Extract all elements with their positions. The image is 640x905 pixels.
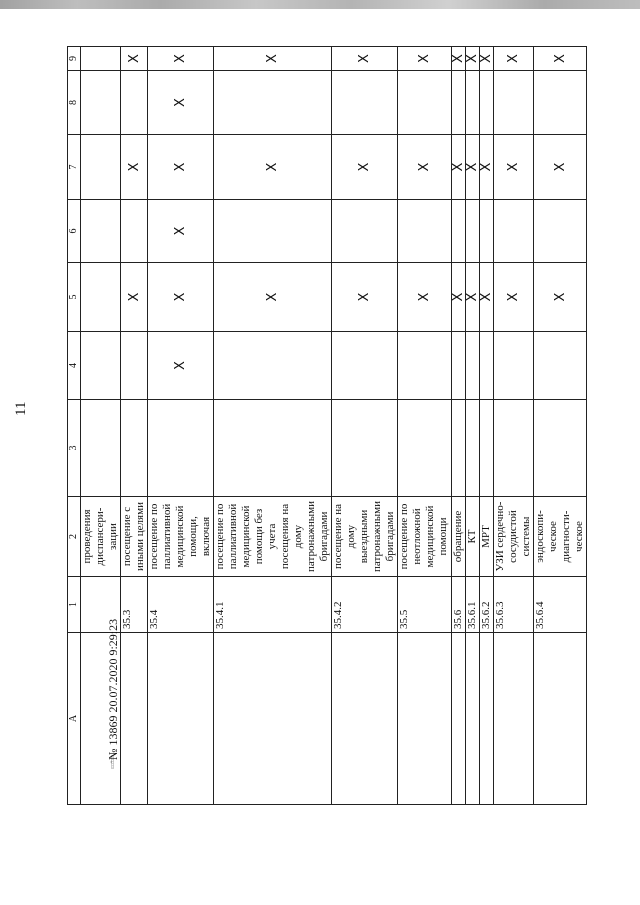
row-code: 35.6.4 — [534, 577, 587, 633]
table-row — [398, 47, 452, 805]
column-header: 3 — [68, 400, 81, 497]
row-name: обращение — [452, 497, 466, 577]
cell-col-7: X — [121, 135, 148, 200]
cell-col-8 — [81, 71, 121, 135]
row-code: 35.5 — [398, 577, 452, 633]
cell-col-3 — [480, 400, 494, 497]
cell-col-8 — [121, 71, 148, 135]
table-row — [494, 47, 534, 805]
cell-col-9: X — [494, 47, 534, 71]
cell-col-8 — [534, 71, 587, 135]
cell-col-6 — [81, 200, 121, 263]
rotated-table-wrapper — [67, 47, 585, 805]
table-cell — [534, 633, 587, 805]
cell-col-6 — [398, 200, 452, 263]
row-name: проведения диспансери-зации — [81, 497, 121, 577]
cell-col-9: X — [332, 47, 398, 71]
cell-col-6 — [466, 200, 480, 263]
cell-col-4 — [466, 332, 480, 400]
row-name: посещение по паллиативной медицинской помощи, включая — [148, 497, 214, 577]
cell-col-6 — [480, 200, 494, 263]
cell-col-9: X — [534, 47, 587, 71]
scan-edge — [0, 0, 640, 9]
cell-col-6 — [121, 200, 148, 263]
table-cell — [494, 633, 534, 805]
cell-col-6: X — [148, 200, 214, 263]
row-name: посещение по паллиативной медицинской помощи без учета посещения на дому патронажными бригадами — [214, 497, 332, 577]
table-cell — [214, 633, 332, 805]
cell-col-9: X — [466, 47, 480, 71]
cell-col-4 — [534, 332, 587, 400]
cell-col-8 — [214, 71, 332, 135]
cell-col-4 — [332, 332, 398, 400]
cell-col-8 — [494, 71, 534, 135]
cell-col-6 — [534, 200, 587, 263]
table-cell — [466, 633, 480, 805]
cell-col-7: X — [534, 135, 587, 200]
row-code: 35.4.2 — [332, 577, 398, 633]
cell-col-9: X — [148, 47, 214, 71]
cell-col-8 — [398, 71, 452, 135]
row-code: 35.6.3 — [494, 577, 534, 633]
cell-col-8 — [332, 71, 398, 135]
cell-col-7: X — [480, 135, 494, 200]
cell-col-7: X — [214, 135, 332, 200]
table-row — [214, 47, 332, 805]
cell-col-9: X — [480, 47, 494, 71]
table-cell — [480, 633, 494, 805]
cell-col-6 — [214, 200, 332, 263]
cell-col-5: X — [480, 263, 494, 332]
cell-col-7: X — [148, 135, 214, 200]
cell-col-5: X — [332, 263, 398, 332]
cell-col-5: X — [148, 263, 214, 332]
cell-col-9: X — [214, 47, 332, 71]
cell-col-9 — [81, 47, 121, 71]
row-code: 35.6.2 — [480, 577, 494, 633]
row-code: 35.4 — [148, 577, 214, 633]
column-header: 1 — [68, 577, 81, 633]
cell-col-3 — [121, 400, 148, 497]
cell-col-5: X — [494, 263, 534, 332]
table-cell — [121, 633, 148, 805]
cell-col-4: X — [148, 332, 214, 400]
row-code: 35.6.1 — [466, 577, 480, 633]
column-header: А — [68, 633, 81, 805]
table-cell — [332, 633, 398, 805]
cell-col-4 — [480, 332, 494, 400]
cell-col-5 — [81, 263, 121, 332]
cell-col-3 — [452, 400, 466, 497]
cell-col-5: X — [466, 263, 480, 332]
cell-col-6 — [332, 200, 398, 263]
cell-col-4 — [398, 332, 452, 400]
row-code: 35.3 — [121, 577, 148, 633]
cell-col-8 — [466, 71, 480, 135]
row-name: КТ — [466, 497, 480, 577]
row-name: посещение по неотложной медицинской помощи — [398, 497, 452, 577]
cell-col-7: X — [452, 135, 466, 200]
cell-col-4 — [214, 332, 332, 400]
table-cell — [398, 633, 452, 805]
cell-col-3 — [332, 400, 398, 497]
cell-col-8 — [452, 71, 466, 135]
cell-col-3 — [148, 400, 214, 497]
cell-col-7: X — [466, 135, 480, 200]
footer-registration-text: № 13869 20.07.2020 9:29:23 — [106, 618, 120, 760]
cell-col-4 — [81, 332, 121, 400]
table-row — [148, 47, 214, 805]
row-name: МРТ — [480, 497, 494, 577]
cell-col-3 — [494, 400, 534, 497]
cell-col-5: X — [121, 263, 148, 332]
row-name: посещение на дому выездными патронажными бригадами — [332, 497, 398, 577]
cell-col-6 — [494, 200, 534, 263]
column-header: 7 — [68, 135, 81, 200]
table-row — [534, 47, 587, 805]
table-row — [452, 47, 466, 805]
data-table — [67, 46, 587, 805]
cell-col-5: X — [214, 263, 332, 332]
cell-col-3 — [398, 400, 452, 497]
cell-col-8 — [480, 71, 494, 135]
cell-col-7: X — [332, 135, 398, 200]
page-number: 11 — [13, 401, 29, 416]
cell-col-7 — [81, 135, 121, 200]
cell-col-4 — [494, 332, 534, 400]
cell-col-8: X — [148, 71, 214, 135]
cell-col-6 — [452, 200, 466, 263]
row-name: УЗИ сердечно-сосудистой системы — [494, 497, 534, 577]
row-name: посещение с иными целями — [121, 497, 148, 577]
table-row — [480, 47, 494, 805]
cell-col-3 — [466, 400, 480, 497]
column-header: 4 — [68, 332, 81, 400]
cell-col-7: X — [494, 135, 534, 200]
row-name: эндоскопи-ческое диагности-ческое — [534, 497, 587, 577]
table-header-row — [68, 47, 81, 805]
table-row — [332, 47, 398, 805]
table-row — [121, 47, 148, 805]
cell-col-9: X — [121, 47, 148, 71]
cell-col-5: X — [452, 263, 466, 332]
row-code: 35.4.1 — [214, 577, 332, 633]
column-header: 5 — [68, 263, 81, 332]
cell-col-3 — [214, 400, 332, 497]
cell-col-4 — [452, 332, 466, 400]
table-cell — [452, 633, 466, 805]
cell-col-9: X — [452, 47, 466, 71]
column-header: 8 — [68, 71, 81, 135]
column-header: 2 — [68, 497, 81, 577]
cell-col-5: X — [534, 263, 587, 332]
table-cell — [148, 633, 214, 805]
cell-col-7: X — [398, 135, 452, 200]
cell-col-4 — [121, 332, 148, 400]
cell-col-3 — [81, 400, 121, 497]
cell-col-9: X — [398, 47, 452, 71]
column-header: 6 — [68, 200, 81, 263]
column-header: 9 — [68, 47, 81, 71]
row-code: 35.6 — [452, 577, 466, 633]
cell-col-5: X — [398, 263, 452, 332]
table-row — [466, 47, 480, 805]
cell-col-3 — [534, 400, 587, 497]
